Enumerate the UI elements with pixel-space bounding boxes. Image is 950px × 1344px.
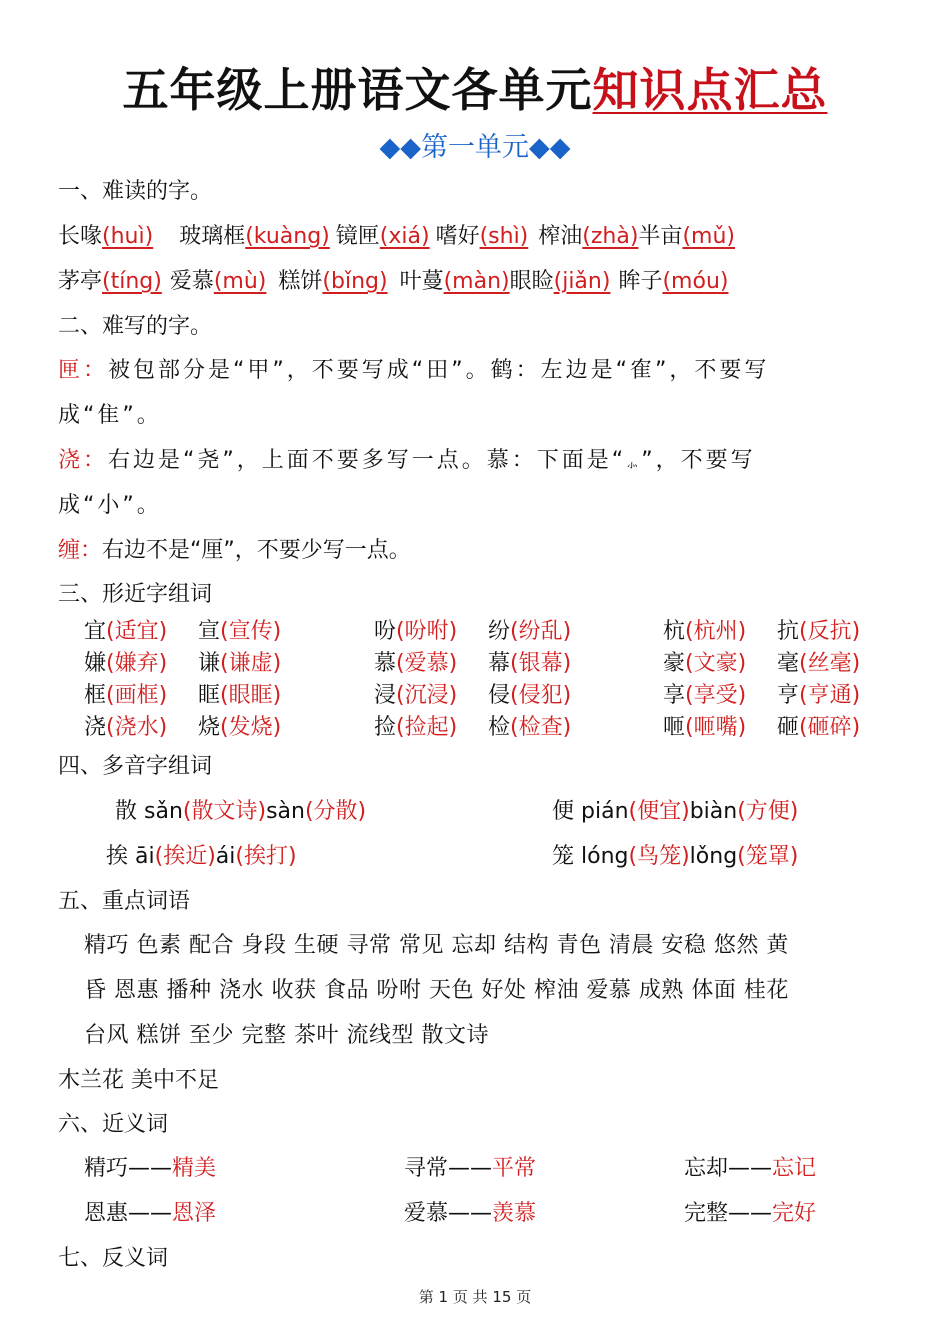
word: (挨近) [154, 844, 216, 869]
similar-char: 宣 [198, 619, 221, 644]
similar-char-item [777, 648, 860, 680]
similar-char: 浸 [374, 683, 397, 708]
similar-char: 豪 [663, 651, 686, 676]
similar-char: 烧 [198, 715, 221, 740]
synonym-word: 忘却—— [684, 1156, 773, 1181]
synonym-word: 精巧—— [84, 1156, 173, 1181]
hard-write-label: 缠： [58, 538, 103, 563]
title-red: 知识点汇总 [592, 63, 828, 117]
synonym-pair [404, 1198, 536, 1230]
similar-char: 杭 [663, 619, 686, 644]
section-3-heading: 三、形近字组词 [58, 582, 213, 607]
hard-write-text-2: ”，不要写 [641, 448, 756, 473]
synonym-answer: 忘记 [772, 1156, 817, 1181]
similar-char-item [777, 680, 860, 712]
hard-write-text: 被包部分是“甲”，不要写成“田”。鹤：左边是“隺”，不要写 [108, 358, 770, 383]
similar-char: 享 [663, 683, 686, 708]
similar-char-item [663, 712, 746, 744]
similar-char-item [488, 680, 571, 712]
similar-char-item [488, 616, 571, 648]
pinyin: (huì) [102, 224, 154, 249]
synonym-answer: 恩泽 [172, 1201, 217, 1226]
similar-char: 亨 [777, 683, 800, 708]
word: 嗜好 [435, 224, 480, 249]
pinyin: (xiá) [379, 224, 430, 249]
synonym-word: 爱慕—— [404, 1201, 493, 1226]
hard-write-para-2 [58, 445, 756, 479]
similar-char-word: (谦虚) [220, 651, 282, 676]
similar-char-word: (捡起) [396, 715, 458, 740]
similar-char-item [777, 616, 860, 648]
similar-char-word: (眼眶) [220, 683, 282, 708]
polyphone-item [552, 796, 798, 828]
similar-char-item [374, 648, 457, 680]
page-title [0, 58, 950, 122]
similar-char-item [374, 680, 457, 712]
similar-char: 浇 [84, 715, 107, 740]
similar-char-word: (沉浸) [396, 683, 458, 708]
synonym-word: 完整—— [684, 1201, 773, 1226]
similar-char: 纷 [488, 619, 511, 644]
similar-char: 咂 [663, 715, 686, 740]
pinyin: sàn [266, 799, 305, 824]
similar-char: 砸 [777, 715, 800, 740]
similar-char-word: (咂嘴) [685, 715, 747, 740]
synonym-answer: 羡慕 [492, 1201, 537, 1226]
pinyin: āi [128, 844, 155, 869]
similar-char-word: (纷乱) [510, 619, 572, 644]
hard-write-label: 浇： [58, 448, 109, 473]
word: (鸟笼) [628, 844, 690, 869]
similar-char-word: (侵犯) [510, 683, 572, 708]
similar-char-item [663, 680, 746, 712]
pinyin: biàn [689, 799, 738, 824]
polyphone-item [106, 841, 297, 873]
similar-char-item [374, 712, 457, 744]
similar-char-word: (爱慕) [396, 651, 458, 676]
synonym-pair [84, 1198, 216, 1230]
section-1-heading: 一、难读的字。 [58, 179, 213, 204]
word: (散文诗) [182, 799, 267, 824]
pinyin: (mǔ) [682, 224, 735, 249]
similar-char-word: (杭州) [685, 619, 747, 644]
pinyin: (zhà) [582, 224, 639, 249]
synonym-pair [84, 1153, 216, 1185]
word: 榨油 [538, 224, 583, 249]
title-black: 五年级上册语文各单元 [122, 63, 593, 117]
pinyin: (jiǎn) [553, 269, 611, 294]
similar-char: 眶 [198, 683, 221, 708]
similar-char-word: (画框) [106, 683, 168, 708]
similar-char-item [663, 616, 746, 648]
hard-write-para-1-cont: 成“隹”。 [58, 403, 162, 428]
similar-char: 幕 [488, 651, 511, 676]
similar-char: 框 [84, 683, 107, 708]
similar-char-word: (发烧) [220, 715, 282, 740]
hard-write-para-3 [58, 535, 411, 567]
similar-char-word: (吩咐) [396, 619, 458, 644]
similar-char-word: (反抗) [799, 619, 861, 644]
similar-char: 慕 [374, 651, 397, 676]
word: (分散) [304, 799, 367, 824]
similar-char: 谦 [198, 651, 221, 676]
synonym-word: 恩惠—— [84, 1201, 173, 1226]
polyphone-char: 笼 [552, 844, 575, 869]
section-5-heading: 五、重点词语 [58, 889, 191, 914]
pinyin: (tíng) [102, 269, 162, 294]
similar-char-word: (检查) [510, 715, 572, 740]
section-2-heading: 二、难写的字。 [58, 314, 213, 339]
polyphone-item [115, 796, 366, 828]
word: 玻璃框 [179, 224, 246, 249]
word: 爱慕 [169, 269, 214, 294]
word: 镜匣 [335, 224, 380, 249]
similar-char-word: (丝毫) [799, 651, 861, 676]
similar-char: 毫 [777, 651, 800, 676]
similar-char-item [198, 648, 281, 680]
small-radical: ⺗ [626, 456, 642, 470]
key-words-line-1: 精巧 色素 配合 身段 生硬 寻常 常见 忘却 结构 青色 清晨 安稳 悠然 黄 [84, 933, 789, 958]
polyphone-item [552, 841, 798, 873]
hard-read-row-2 [58, 266, 728, 298]
word: (挨打) [235, 844, 297, 869]
similar-char: 嫌 [84, 651, 107, 676]
synonym-word: 寻常—— [404, 1156, 493, 1181]
hard-write-para-2-cont: 成“小”。 [58, 493, 162, 518]
word: 眸子 [618, 269, 663, 294]
similar-char-item [663, 648, 746, 680]
similar-char-word: (享受) [685, 683, 747, 708]
similar-char: 捡 [374, 715, 397, 740]
pinyin: ái [215, 844, 236, 869]
hard-write-text: 右边是“尧”，上面不要多写一点。慕：下面是“ [108, 448, 627, 473]
similar-char-word: (适宜) [106, 619, 168, 644]
similar-char: 检 [488, 715, 511, 740]
hard-read-row-1 [58, 221, 735, 253]
similar-char-item [374, 616, 457, 648]
pinyin: (móu) [662, 269, 729, 294]
similar-char-item [488, 712, 571, 744]
similar-char-item [84, 712, 167, 744]
synonym-answer: 平常 [492, 1156, 537, 1181]
word: (笼罩) [737, 844, 799, 869]
synonym-pair [404, 1153, 536, 1185]
section-4-heading: 四、多音字组词 [58, 754, 213, 779]
key-words-line-3: 台风 糕饼 至少 完整 茶叶 流线型 散文诗 [84, 1023, 489, 1048]
pinyin: lǒng [689, 844, 738, 869]
section-6-heading: 六、近义词 [58, 1112, 169, 1137]
pinyin: pián [574, 799, 629, 824]
similar-char-word: (砸碎) [799, 715, 861, 740]
polyphone-char: 挨 [106, 844, 129, 869]
word: 长喙 [58, 224, 103, 249]
similar-char-item [84, 648, 167, 680]
pinyin: lóng [574, 844, 629, 869]
section-7-heading: 七、反义词 [58, 1246, 169, 1271]
synonym-answer: 完好 [772, 1201, 817, 1226]
similar-char-word: (浇水) [106, 715, 168, 740]
word: 糕饼 [278, 269, 323, 294]
hard-write-label: 匣： [58, 358, 109, 383]
page-footer: 第 1 页 共 15 页 [418, 1288, 532, 1306]
similar-char-word: (文豪) [685, 651, 747, 676]
word: 眼睑 [509, 269, 554, 294]
key-words-line-2: 昏 恩惠 播种 浇水 收获 食品 吩咐 天色 好处 榨油 爱慕 成熟 体面 桂花 [84, 978, 789, 1003]
synonym-pair [684, 1153, 816, 1185]
unit-subtitle: ◆◆第一单元◆◆ [379, 132, 571, 163]
key-words-line-4: 木兰花 美中不足 [58, 1068, 219, 1093]
similar-char-word: (宣传) [220, 619, 282, 644]
pinyin: (màn) [443, 269, 510, 294]
word: 叶蔓 [399, 269, 444, 294]
similar-char-word: (亨通) [799, 683, 861, 708]
polyphone-char: 散 [115, 799, 138, 824]
pinyin: (shì) [479, 224, 529, 249]
similar-char-word: (银幕) [510, 651, 572, 676]
synonym-answer: 精美 [172, 1156, 217, 1181]
word: (便宜) [628, 799, 690, 824]
similar-char-item [198, 616, 281, 648]
pinyin: sǎn [137, 799, 183, 824]
polyphone-char: 便 [552, 799, 575, 824]
word: 半亩 [638, 224, 683, 249]
similar-char: 抗 [777, 619, 800, 644]
pinyin: (bǐng) [322, 269, 388, 294]
pinyin: (kuàng) [245, 224, 330, 249]
similar-char-item [488, 648, 571, 680]
similar-char-item [777, 712, 860, 744]
similar-char-word: (嫌弃) [106, 651, 168, 676]
hard-write-text: 右边不是“厘”，不要少写一点。 [102, 538, 411, 563]
similar-char-item [198, 680, 281, 712]
word: 茅亭 [58, 269, 103, 294]
similar-char: 吩 [374, 619, 397, 644]
hard-write-para-1 [58, 355, 769, 387]
word: (方便) [737, 799, 799, 824]
similar-char-item [84, 616, 167, 648]
similar-char: 宜 [84, 619, 107, 644]
similar-char: 侵 [488, 683, 511, 708]
pinyin: (mù) [213, 269, 267, 294]
similar-char-item [84, 680, 167, 712]
similar-char-item [198, 712, 281, 744]
synonym-pair [684, 1198, 816, 1230]
